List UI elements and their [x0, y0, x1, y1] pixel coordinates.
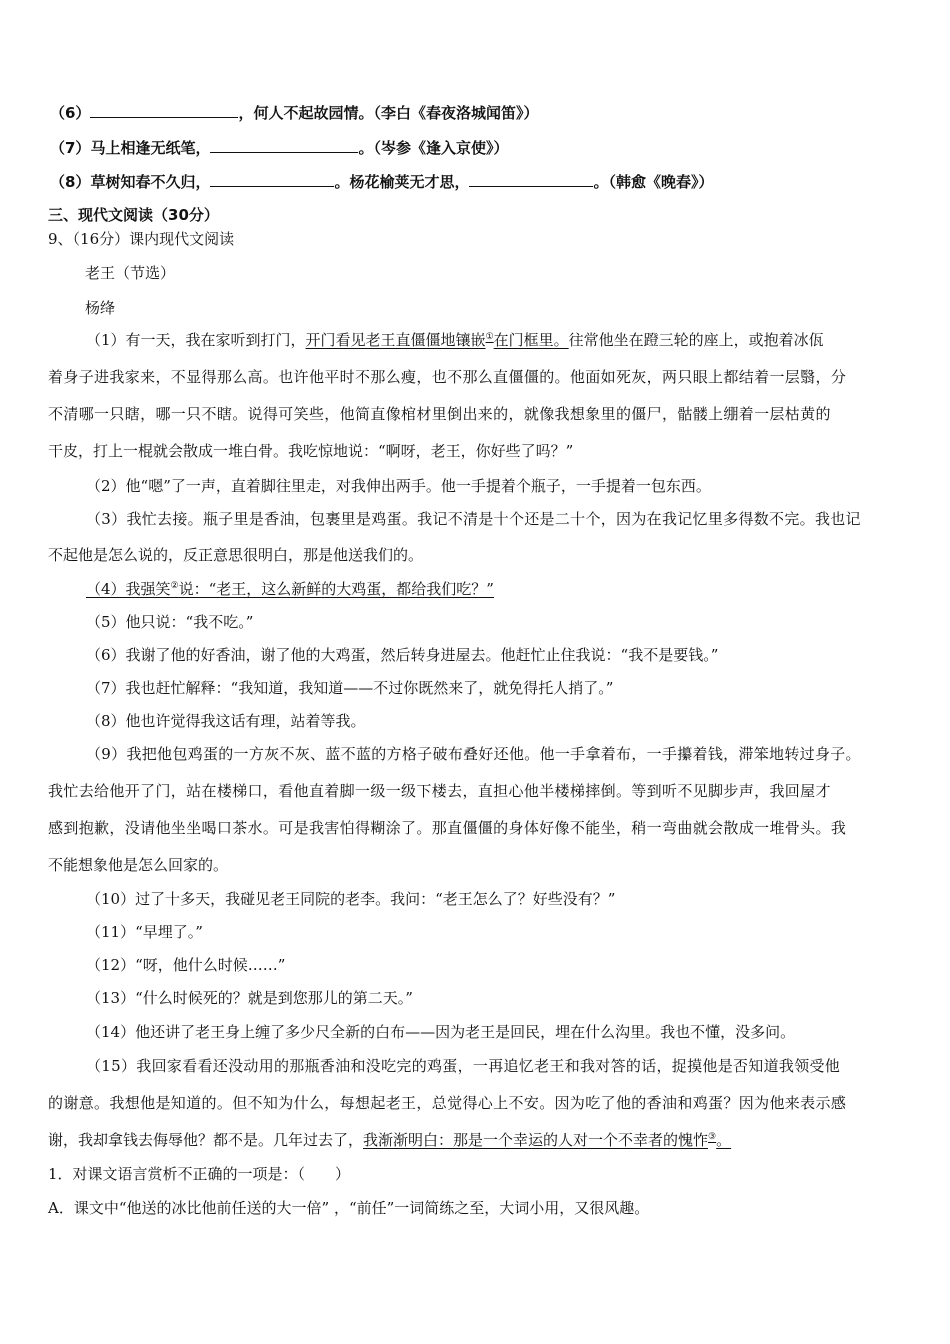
paragraph-5: （5）他只说：“我不吃。” — [86, 613, 254, 631]
paragraph-6: （6）我谢了他的好香油，谢了他的大鸡蛋，然后转身进屋去。他赶忙止住我说：“我不是要钱。” — [86, 646, 719, 664]
answer-blank[interactable] — [210, 171, 334, 187]
paragraph-9-line-3: 感到抱歉，没请他坐坐喝口茶水。可是我害怕得糊涂了。那直僵僵的身体好像不能坐，稍一弯曲就会散成一堆骨头。我 — [48, 819, 847, 837]
poem-text: 。杨花榆荚无才思， — [334, 173, 470, 191]
footnote-marker[interactable]: ① — [485, 332, 494, 342]
footnote-marker[interactable]: ② — [170, 581, 179, 591]
question-number: （6） — [50, 104, 91, 122]
paragraph-2: （2）他“嗯”了一声，直着脚往里走，对我伸出两手。他一手提着个瓶子，一手提着一包东西。 — [86, 477, 711, 495]
underlined-text: 。 — [716, 1131, 732, 1149]
poem-text: 。（岑参《逢入京使》） — [358, 139, 509, 157]
paragraph-9-line-1: （9）我把他包鸡蛋的一方灰不灰、蓝不蓝的方格子破布叠好还他。他一手拿着布，一手攥着钱，滞笨地转过身子。 — [86, 745, 861, 763]
paragraph-12: （12）“呀，他什么时候……” — [86, 956, 286, 974]
article-author: 杨绛 — [85, 299, 116, 317]
answer-blank[interactable] — [210, 137, 358, 153]
paragraph-14: （14）他还讲了老王身上缠了多少尺全新的白布——因为老王是回民，埋在什么沟里。我也不懂，没多问。 — [86, 1023, 796, 1041]
paragraph-7: （7）我也赶忙解释：“我知道，我知道——不过你既然来了，就免得托人捎了。” — [86, 679, 614, 697]
paragraph-9-line-4: 不能想象他是怎么回家的。 — [48, 856, 229, 874]
poem-question-6 — [50, 102, 538, 123]
article-title: 老王（节选） — [85, 264, 176, 282]
paragraph-10: （10）过了十多天，我碰见老王同院的老李。我问：“老王怎么了？好些没有？” — [86, 890, 616, 908]
paragraph-1-line-2: 着身子进我家来，不显得那么高。也许他平时不那么瘦，也不那么直僵僵的。他面如死灰，两只眼上都结着一层翳，分 — [48, 368, 847, 386]
paragraph-11: （11）“早埋了。” — [86, 923, 203, 941]
poem-text: 马上相逢无纸笔， — [90, 139, 211, 157]
answer-blank[interactable] — [469, 171, 593, 187]
underlined-text: 我渐渐明白：那是一个幸运的人对一个不幸者的愧怍 — [363, 1131, 709, 1149]
text: 谢，我却拿钱去侮辱他？都不是。几年过去了， — [48, 1131, 364, 1149]
underlined-text: 在门框里。 — [493, 331, 569, 349]
question-number: （8） — [50, 173, 91, 191]
text: 往常他坐在蹬三轮的座上，或抱着冰佤 — [568, 331, 824, 349]
poem-text: 。（韩愈《晚春》） — [593, 173, 714, 191]
paragraph-13: （13）“什么时候死的？就是到您那儿的第二天。” — [86, 989, 413, 1007]
question-number: （7） — [50, 139, 91, 157]
underlined-text: 开门看见老王直僵僵地镶嵌 — [305, 331, 486, 349]
sub-question-1: 1．对课文语言赏析不正确的一项是：（ ） — [48, 1165, 351, 1183]
footnote-marker[interactable]: ③ — [708, 1132, 717, 1142]
answer-blank[interactable] — [90, 102, 238, 118]
paragraph-3-line-1: （3）我忙去接。瓶子里是香油，包裹里是鸡蛋。我记不清是十个还是二十个，因为在我记忆里多得数不完。我也记 — [86, 510, 861, 528]
paragraph-1-line-1 — [86, 330, 824, 350]
section-title: 三、现代文阅读（30分） — [48, 206, 219, 224]
paragraph-15-line-2: 的谢意。我想他是知道的。但不知为什么，每想起老王，总觉得心上不安。因为吃了他的香油和鸡蛋？因为他来表示感 — [48, 1094, 847, 1112]
poem-text: 草树知春不久归， — [90, 173, 211, 191]
option-a[interactable]: A．课文中“他送的冰比他前任送的大一倍” ，“前任”一词简练之至，大词小用，又很风趣。 — [48, 1199, 650, 1217]
paragraph-1-line-3: 不清哪一只瞎，哪一只不瞎。说得可笑些，他简直像棺材里倒出来的，就像我想象里的僵尸，骷髅上绷着一层枯黄的 — [48, 405, 831, 423]
poem-text: ，何人不起故园情。（李白《春夜洛城闻笛》） — [238, 104, 539, 122]
paragraph-15-line-3 — [48, 1130, 731, 1150]
underlined-text: （4）我强笑 — [86, 580, 171, 598]
paragraph-15-line-1: （15）我回家看看还没动用的那瓶香油和没吃完的鸡蛋，一再追忆老王和我对答的话，捉摸他是否知道我领受他 — [86, 1057, 841, 1075]
question-9-header: 9、（16分）课内现代文阅读 — [48, 230, 235, 248]
paragraph-3-line-2: 不起他是怎么说的，反正意思很明白，那是他送我们的。 — [48, 546, 424, 564]
underlined-text: 说：“老王，这么新鲜的大鸡蛋，都给我们吃？” — [178, 580, 494, 598]
paragraph-1-line-4: 干皮，打上一棍就会散成一堆白骨。我吃惊地说：“啊呀，老王，你好些了吗？” — [48, 442, 574, 460]
paragraph-9-line-2: 我忙去给他开了门，站在楼梯口，看他直着脚一级一级下楼去，直担心他半楼梯摔倒。等到听不见脚步声，我回屋才 — [48, 782, 831, 800]
text: （1）有一天，我在家听到打门， — [86, 331, 306, 349]
poem-question-7 — [50, 137, 508, 158]
paragraph-8: （8）他也许觉得我这话有理，站着等我。 — [86, 712, 366, 730]
paragraph-4 — [86, 579, 494, 599]
poem-question-8 — [50, 171, 713, 192]
